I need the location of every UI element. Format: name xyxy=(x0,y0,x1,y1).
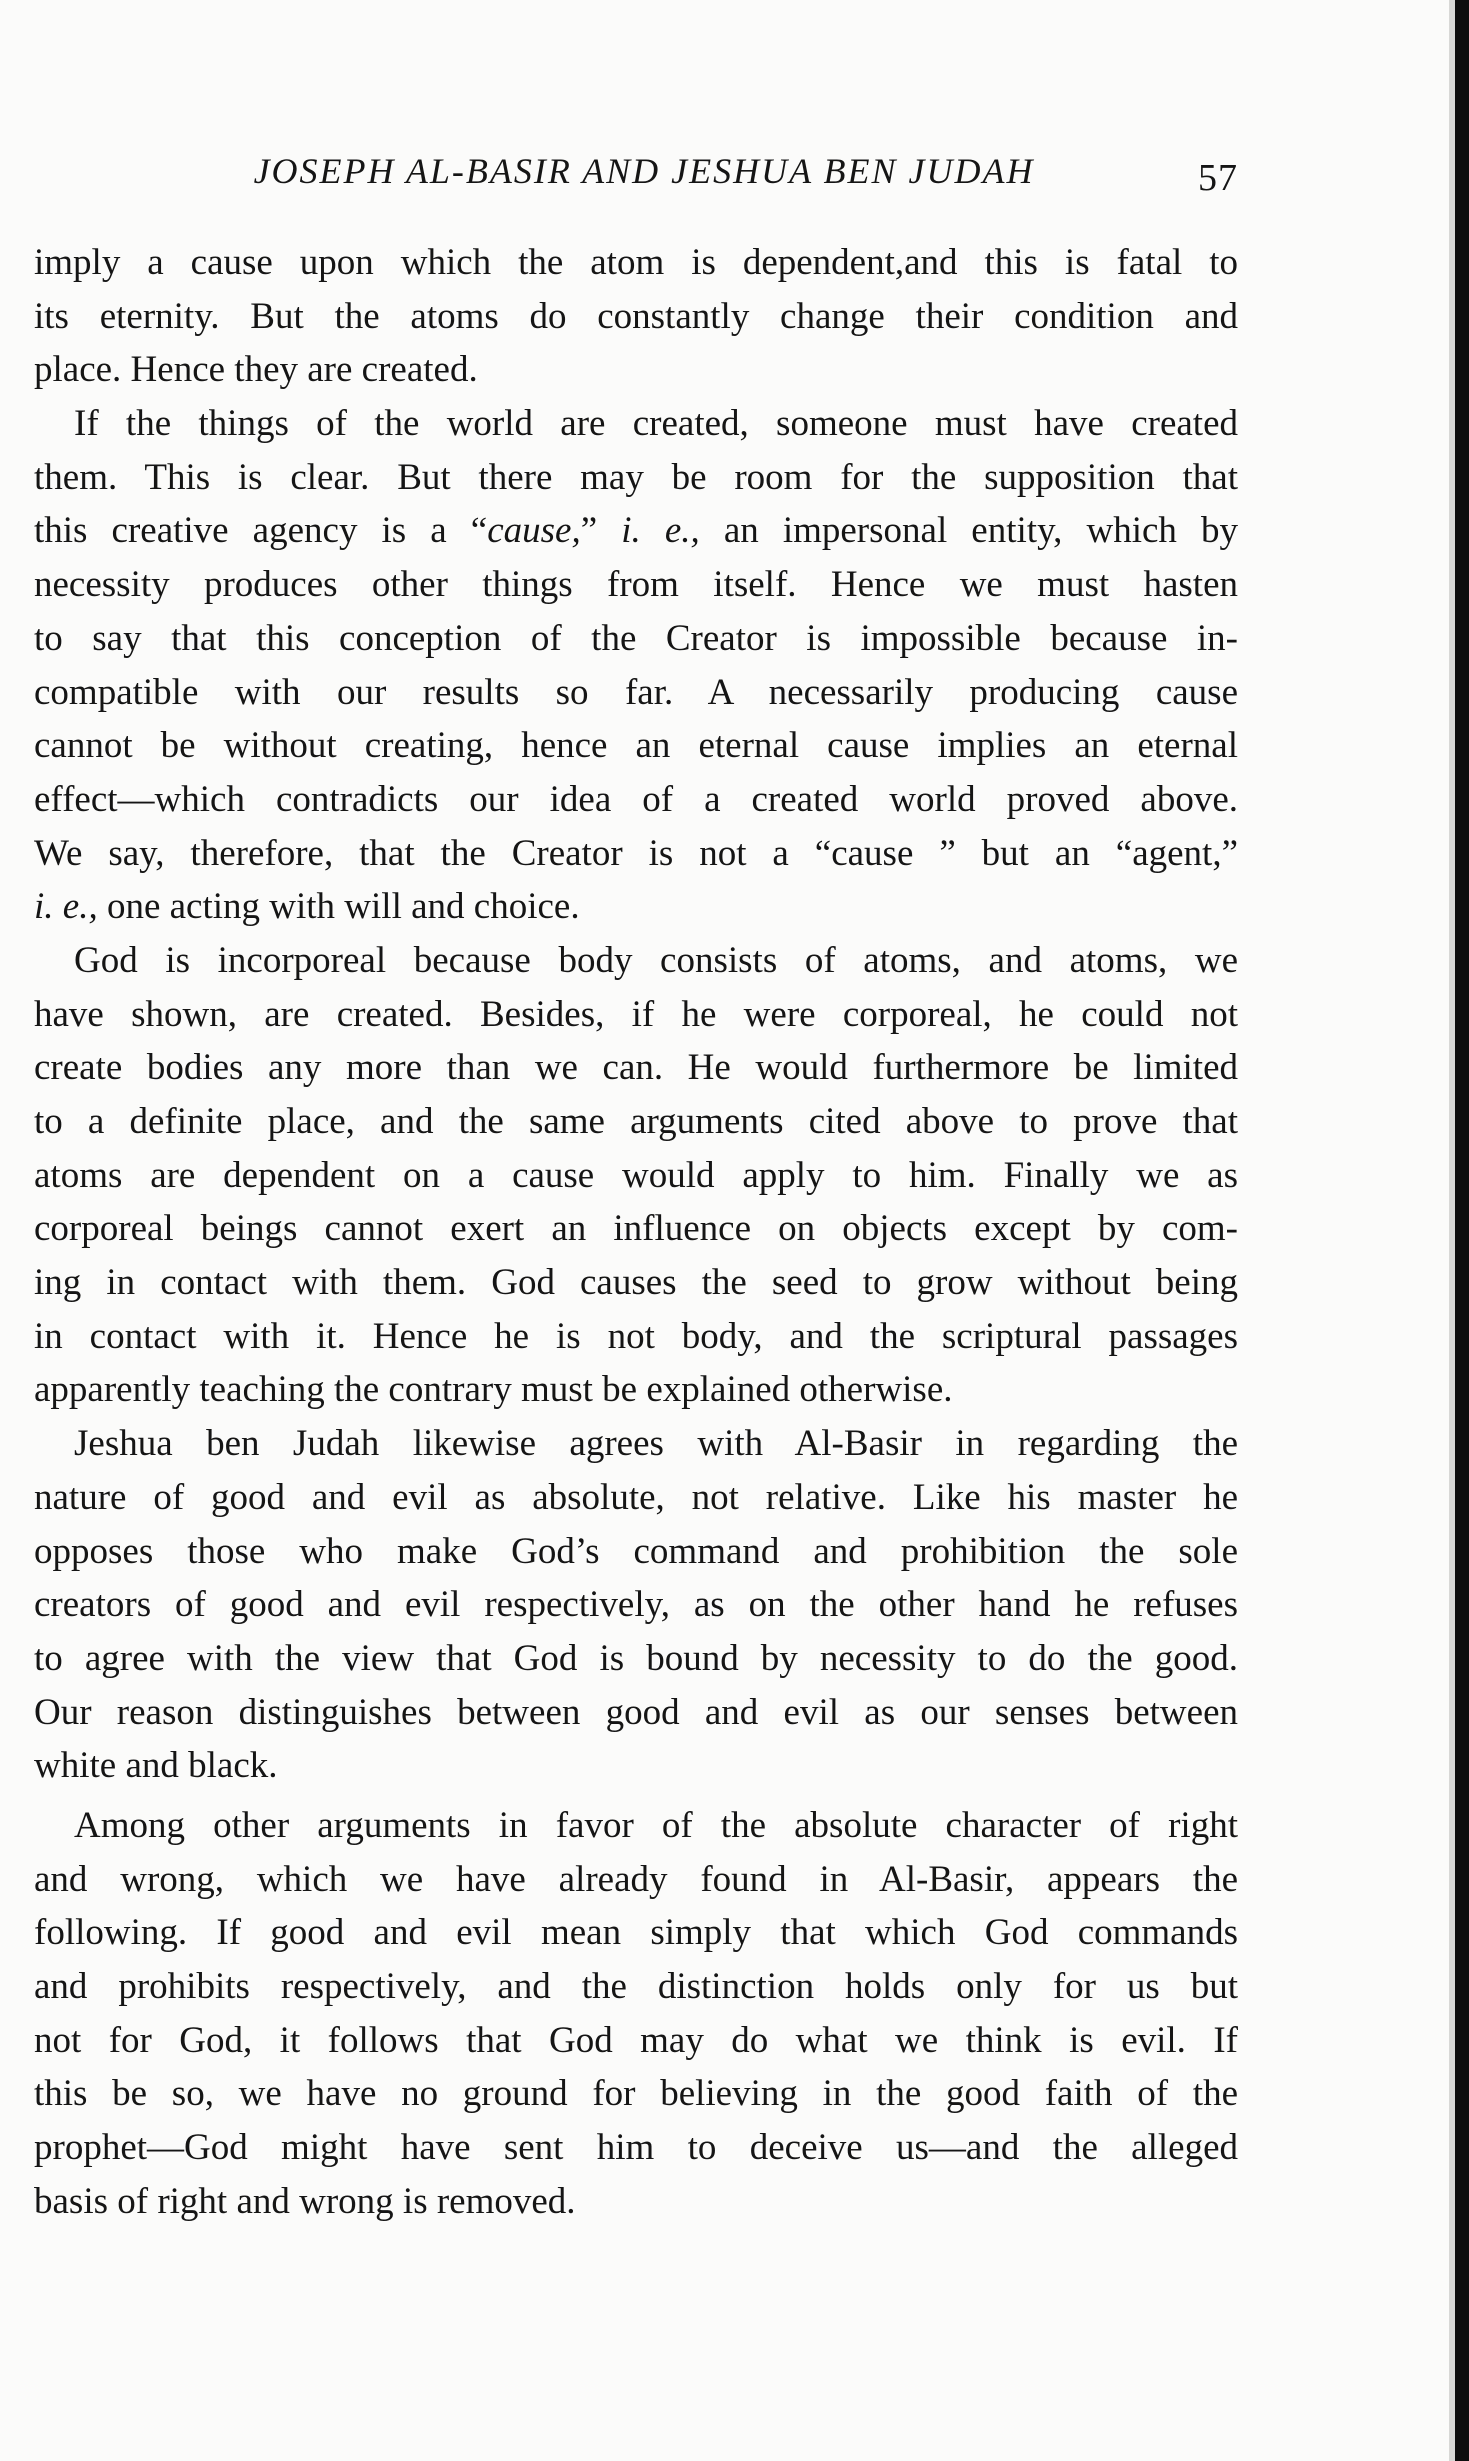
text-line: apparently teaching the contrary must be explained otherwise. xyxy=(34,1369,953,1411)
running-head: JOSEPH AL-BASIR AND JESHUA BEN JUDAH xyxy=(253,151,1035,191)
text-line: nature of good and evil as absolute, not relative. Like his master he xyxy=(34,1476,1238,1518)
text-line: to a definite place, and the same arguments cited above to prove that xyxy=(34,1101,1238,1142)
italic-abbreviation: i. e., xyxy=(34,886,98,928)
text-line: white and black. xyxy=(34,1745,278,1787)
page-edge xyxy=(1455,0,1469,2461)
text-line: atoms are dependent on a cause would apply to him. Finally we as xyxy=(34,1154,1238,1196)
text-line: prophet—God might have sent him to deceive us—and the alleged xyxy=(34,2127,1238,2169)
text-line: not for God, it follows that God may do what we think is evil. If xyxy=(34,2019,1238,2061)
text-run: this creative agency is a “ xyxy=(34,510,488,552)
text-run: one acting with will and choice. xyxy=(97,886,580,928)
text-line: corporeal beings cannot exert an influence on objects except by com- xyxy=(34,1208,1238,1250)
text-run: ” xyxy=(580,510,622,552)
body-text xyxy=(34,236,1238,2228)
text-line: ing in contact with them. God causes the seed to grow without being xyxy=(34,1262,1238,1304)
text-line: its eternity. But the atoms do constantly change their condition and xyxy=(34,295,1238,337)
text-line xyxy=(34,504,1238,558)
text-line: necessity produces other things from itself. Hence we must hasten xyxy=(34,564,1238,606)
text-line: basis of right and wrong is removed. xyxy=(34,2180,576,2222)
page-number: 57 xyxy=(1198,157,1238,199)
text-line: to agree with the view that God is bound by necessity to do the good. xyxy=(34,1637,1238,1679)
text-line: have shown, are created. Besides, if he were corporeal, he could not xyxy=(34,993,1238,1035)
text-line: effect—which contradicts our idea of a created world proved above. xyxy=(34,778,1238,820)
text-line: creators of good and evil respectively, as on the other hand he refuses xyxy=(34,1584,1238,1626)
text-line: Our reason distinguishes between good and evil as our senses between xyxy=(34,1691,1238,1733)
text-line: them. This is clear. But there may be room for the supposition that xyxy=(34,456,1238,498)
text-line: Among other arguments in favor of the absolute character of right xyxy=(74,1804,1238,1846)
text-run: an impersonal entity, which by xyxy=(699,510,1238,552)
text-line: in contact with it. Hence he is not body, and the scriptural passages xyxy=(34,1315,1238,1357)
text-line: this be so, we have no ground for believing in the good faith of the xyxy=(34,2073,1238,2115)
text-line: to say that this conception of the Creator is impossible because in- xyxy=(34,617,1238,659)
text-line: opposes those who make God’s command and prohibition the sole xyxy=(34,1530,1238,1572)
text-line: Jeshua ben Judah likewise agrees with Al-Basir in regarding the xyxy=(74,1423,1238,1465)
text-line: and prohibits respectively, and the distinction holds only for us but xyxy=(34,1966,1238,2007)
text-line: God is incorporeal because body consists of atoms, and atoms, we xyxy=(74,939,1238,981)
italic-abbreviation: i. e., xyxy=(621,510,700,552)
text-line: following. If good and evil mean simply that which God commands xyxy=(34,1912,1238,1954)
text-line: cannot be without creating, hence an eternal cause implies an eternal xyxy=(34,725,1238,767)
text-line xyxy=(34,880,1238,934)
text-line: and wrong, which we have already found in Al-Basir, appears the xyxy=(34,1858,1238,1900)
text-line: If the things of the world are created, someone must have created xyxy=(74,403,1238,445)
text-line: create bodies any more than we can. He would furthermore be limited xyxy=(34,1047,1238,1089)
text-line: place. Hence they are created. xyxy=(34,349,478,391)
text-line: imply a cause upon which the atom is dependent,and this is fatal to xyxy=(34,242,1238,283)
text-line: We say, therefore, that the Creator is not a “cause ” but an “agent,” xyxy=(34,832,1238,874)
italic-term: cause, xyxy=(487,510,581,552)
text-line: compatible with our results so far. A necessarily producing cause xyxy=(34,671,1238,713)
